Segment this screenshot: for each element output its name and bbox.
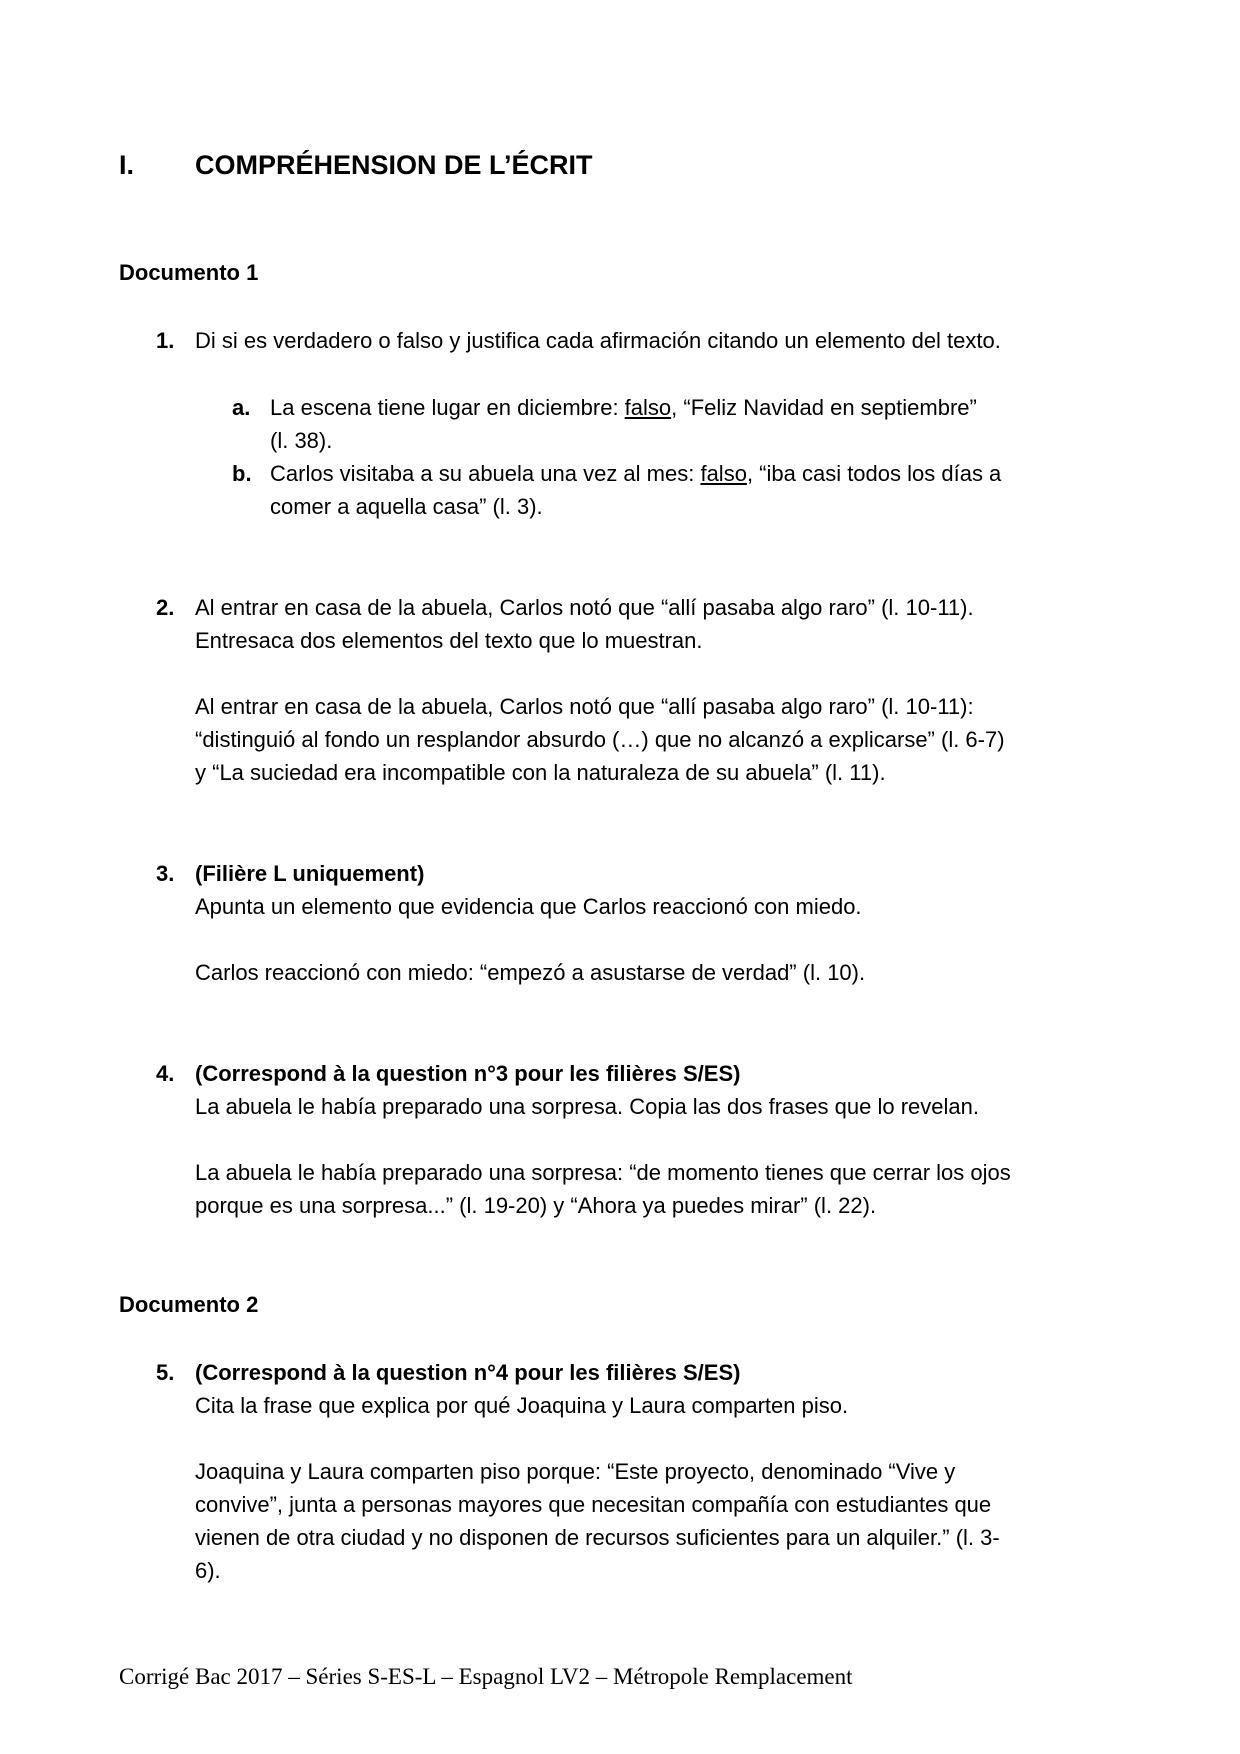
- doc1-heading: Documento 1: [119, 260, 259, 285]
- q4-prompt: La abuela le había preparado una sorpresa. Copia las dos frases que lo revelan.: [195, 1094, 979, 1119]
- q5-prompt: Cita la frase que explica por qué Joaquina y Laura comparten piso.: [195, 1393, 849, 1418]
- q1-prompt: Di si es verdadero o falso y justifica cada afirmación citando un elemento del texto.: [195, 328, 1001, 353]
- q2-answer-line1: Al entrar en casa de la abuela, Carlos notó que “allí pasaba algo raro” (l. 10-11):: [195, 694, 974, 719]
- q4-number: 4.: [156, 1061, 175, 1086]
- q2-answer-line3: y “La suciedad era incompatible con la naturaleza de su abuela” (l. 11).: [195, 760, 886, 785]
- q2-answer-line2: “distinguió al fondo un resplandor absurdo (…) que no alcanzó a explicarse” (l. 6-7): [195, 727, 1005, 752]
- section-title: COMPRÉHENSION DE L’ÉCRIT: [195, 150, 593, 180]
- q1-number: 1.: [156, 328, 175, 353]
- page-footer: Corrigé Bac 2017 – Séries S-ES-L – Espagnol LV2 – Métropole Remplacement: [119, 1664, 853, 1689]
- q2-prompt-line2: Entresaca dos elementos del texto que lo muestran.: [195, 628, 703, 653]
- q1b-post: , “iba casi todos los días a: [746, 461, 1002, 486]
- q1a-line1: [270, 391, 977, 424]
- q1a-answer: falso: [624, 395, 672, 420]
- q4-answer-line1: La abuela le había preparado una sorpresa: “de momento tienes que cerrar los ojos: [195, 1160, 1011, 1185]
- q5-answer-line1: Joaquina y Laura comparten piso porque: “Este proyecto, denominado “Vive y: [195, 1459, 956, 1484]
- q1a-line2: (l. 38).: [270, 428, 333, 453]
- q1b-line1: [270, 457, 1001, 490]
- q5-answer-line3: vienen de otra ciudad y no disponen de recursos suficientes para un alquiler.” (l. 3-: [195, 1525, 1000, 1550]
- doc2-heading: Documento 2: [119, 1292, 259, 1317]
- q2-number: 2.: [156, 595, 175, 620]
- q3-number: 3.: [156, 861, 175, 886]
- q1a-pre: La escena tiene lugar en diciembre:: [270, 395, 625, 420]
- q2-prompt-line1: Al entrar en casa de la abuela, Carlos notó que “allí pasaba algo raro” (l. 10-11).: [195, 595, 974, 620]
- q1b-label: b.: [232, 461, 252, 486]
- q1a-label: a.: [232, 395, 251, 420]
- q4-answer-line2: porque es una sorpresa...” (l. 19-20) y “Ahora ya puedes mirar” (l. 22).: [195, 1193, 877, 1218]
- q1b-pre: Carlos visitaba a su abuela una vez al mes:: [270, 461, 701, 486]
- q5-answer-line4: 6).: [195, 1558, 221, 1583]
- q3-note: (Filière L uniquement): [195, 861, 425, 886]
- q1b-answer: falso: [700, 461, 747, 486]
- q1a-post: , “Feliz Navidad en septiembre”: [671, 395, 977, 420]
- q5-answer-line2: convive”, junta a personas mayores que necesitan compañía con estudiantes que: [195, 1492, 992, 1517]
- q4-note: (Correspond à la question n°3 pour les filières S/ES): [195, 1061, 741, 1086]
- q3-prompt: Apunta un elemento que evidencia que Carlos reaccionó con miedo.: [195, 894, 862, 919]
- section-number: I.: [119, 150, 135, 180]
- q1b-line2: comer a aquella casa” (l. 3).: [270, 494, 543, 519]
- q5-number: 5.: [156, 1360, 175, 1385]
- q5-note: (Correspond à la question n°4 pour les filières S/ES): [195, 1360, 741, 1385]
- q3-answer: Carlos reaccionó con miedo: “empezó a asustarse de verdad” (l. 10).: [195, 960, 866, 985]
